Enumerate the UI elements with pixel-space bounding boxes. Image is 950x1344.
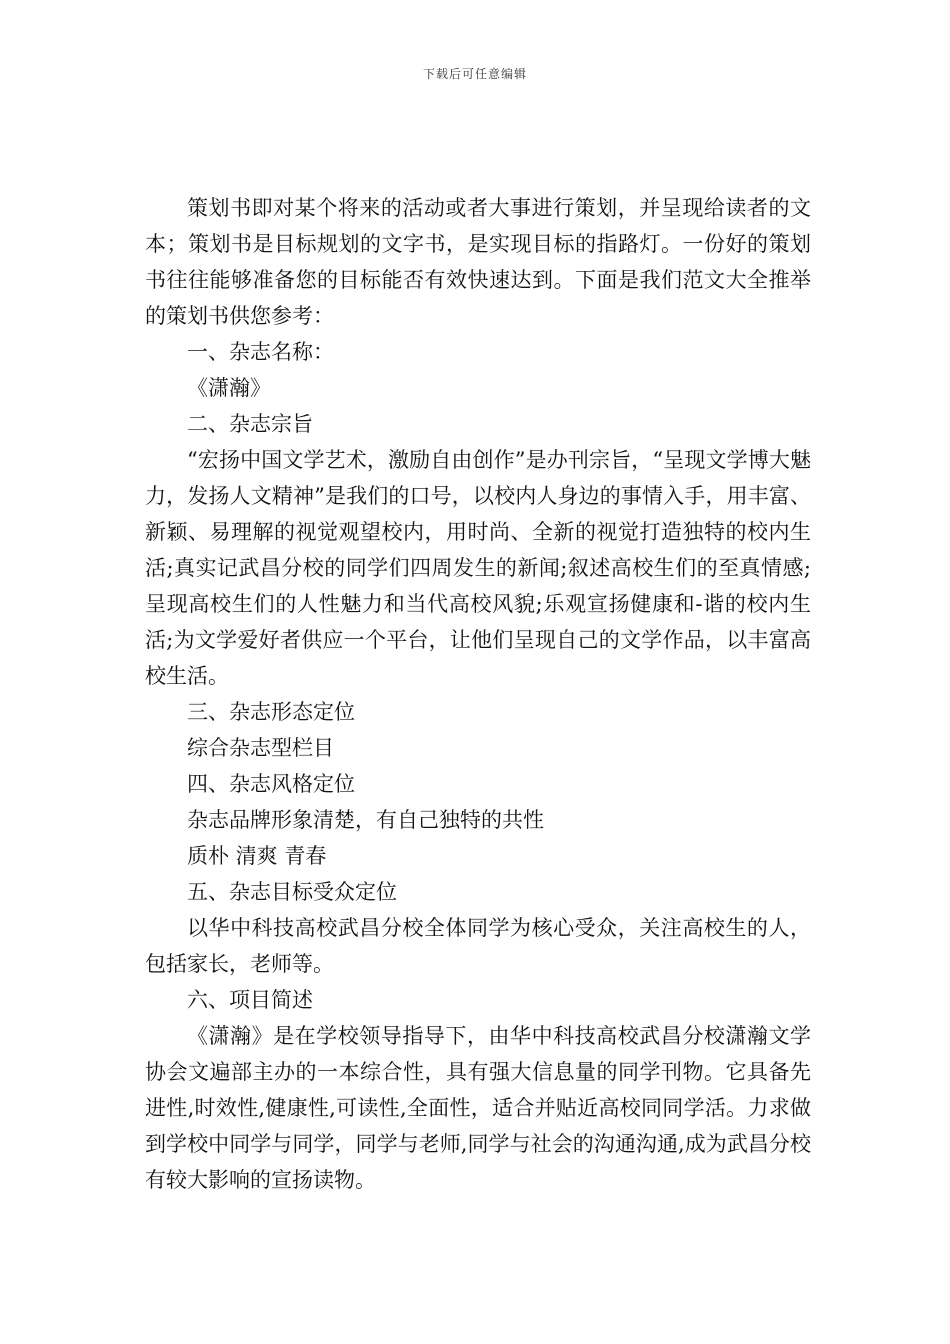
intro-paragraph: 策划书即对某个将来的活动或者大事进行策划，并呈现给读者的文本；策划书是目标规划的文字书，是实现目标的指路灯。一份好的策划书往往能够准备您的目标能否有效快速达到。下面是我们范文大全推举的策划书供您参考： [145,196,811,328]
section-heading-6: 六、项目简述 [187,988,313,1012]
style-keywords: 质朴 清爽 青春 [187,844,327,868]
purpose-paragraph: “宏扬中国文学艺术，激励自由创作”是办刊宗旨，“呈现文学博大魅力，发扬人文精神”是我们的口号，以校内人身边的事情入手，用丰富、新颖、易理解的视觉观望校内，用时尚、全新的视觉打造独特的校内生活;真实记武昌分校的同学们四周发生的新闻;叙述高校生们的至真情感;呈现高校生们的人性魅力和当代高校风貌;乐观宣扬健康和-谐的校内生活;为文学爱好者供应一个平台，让他们呈现自己的文学作品，以丰富高校生活。 [145,448,811,688]
section-heading-1: 一、杂志名称： [187,340,334,364]
section-heading-2: 二、杂志宗旨 [187,412,313,436]
section-heading-5: 五、杂志目标受众定位 [187,880,397,904]
audience-paragraph: 以华中科技高校武昌分校全体同学为核心受众，关注高校生的人，包括家长，老师等。 [145,916,811,976]
page-header-note: 下载后可任意编辑 [422,67,527,81]
document-body [145,190,811,1198]
project-summary-paragraph: 《潇瀚》是在学校领导指导下，由华中科技高校武昌分校潇瀚文学协会文遍部主办的一本综合性，具有强大信息量的同学刊物。它具备先进性,时效性,健康性,可读性,全面性，适合并贴近高校同同学活。力求做到学校中同学与同学，同学与老师,同学与社会的沟通沟通,成为武昌分校有较大影响的宣扬读物。 [145,1024,811,1192]
form-description: 综合杂志型栏目 [187,736,334,760]
magazine-name: 《潇瀚》 [187,376,271,400]
section-heading-3: 三、杂志形态定位 [187,700,355,724]
style-description: 杂志品牌形象清楚，有自己独特的共性 [187,808,544,832]
section-heading-4: 四、杂志风格定位 [187,772,355,796]
